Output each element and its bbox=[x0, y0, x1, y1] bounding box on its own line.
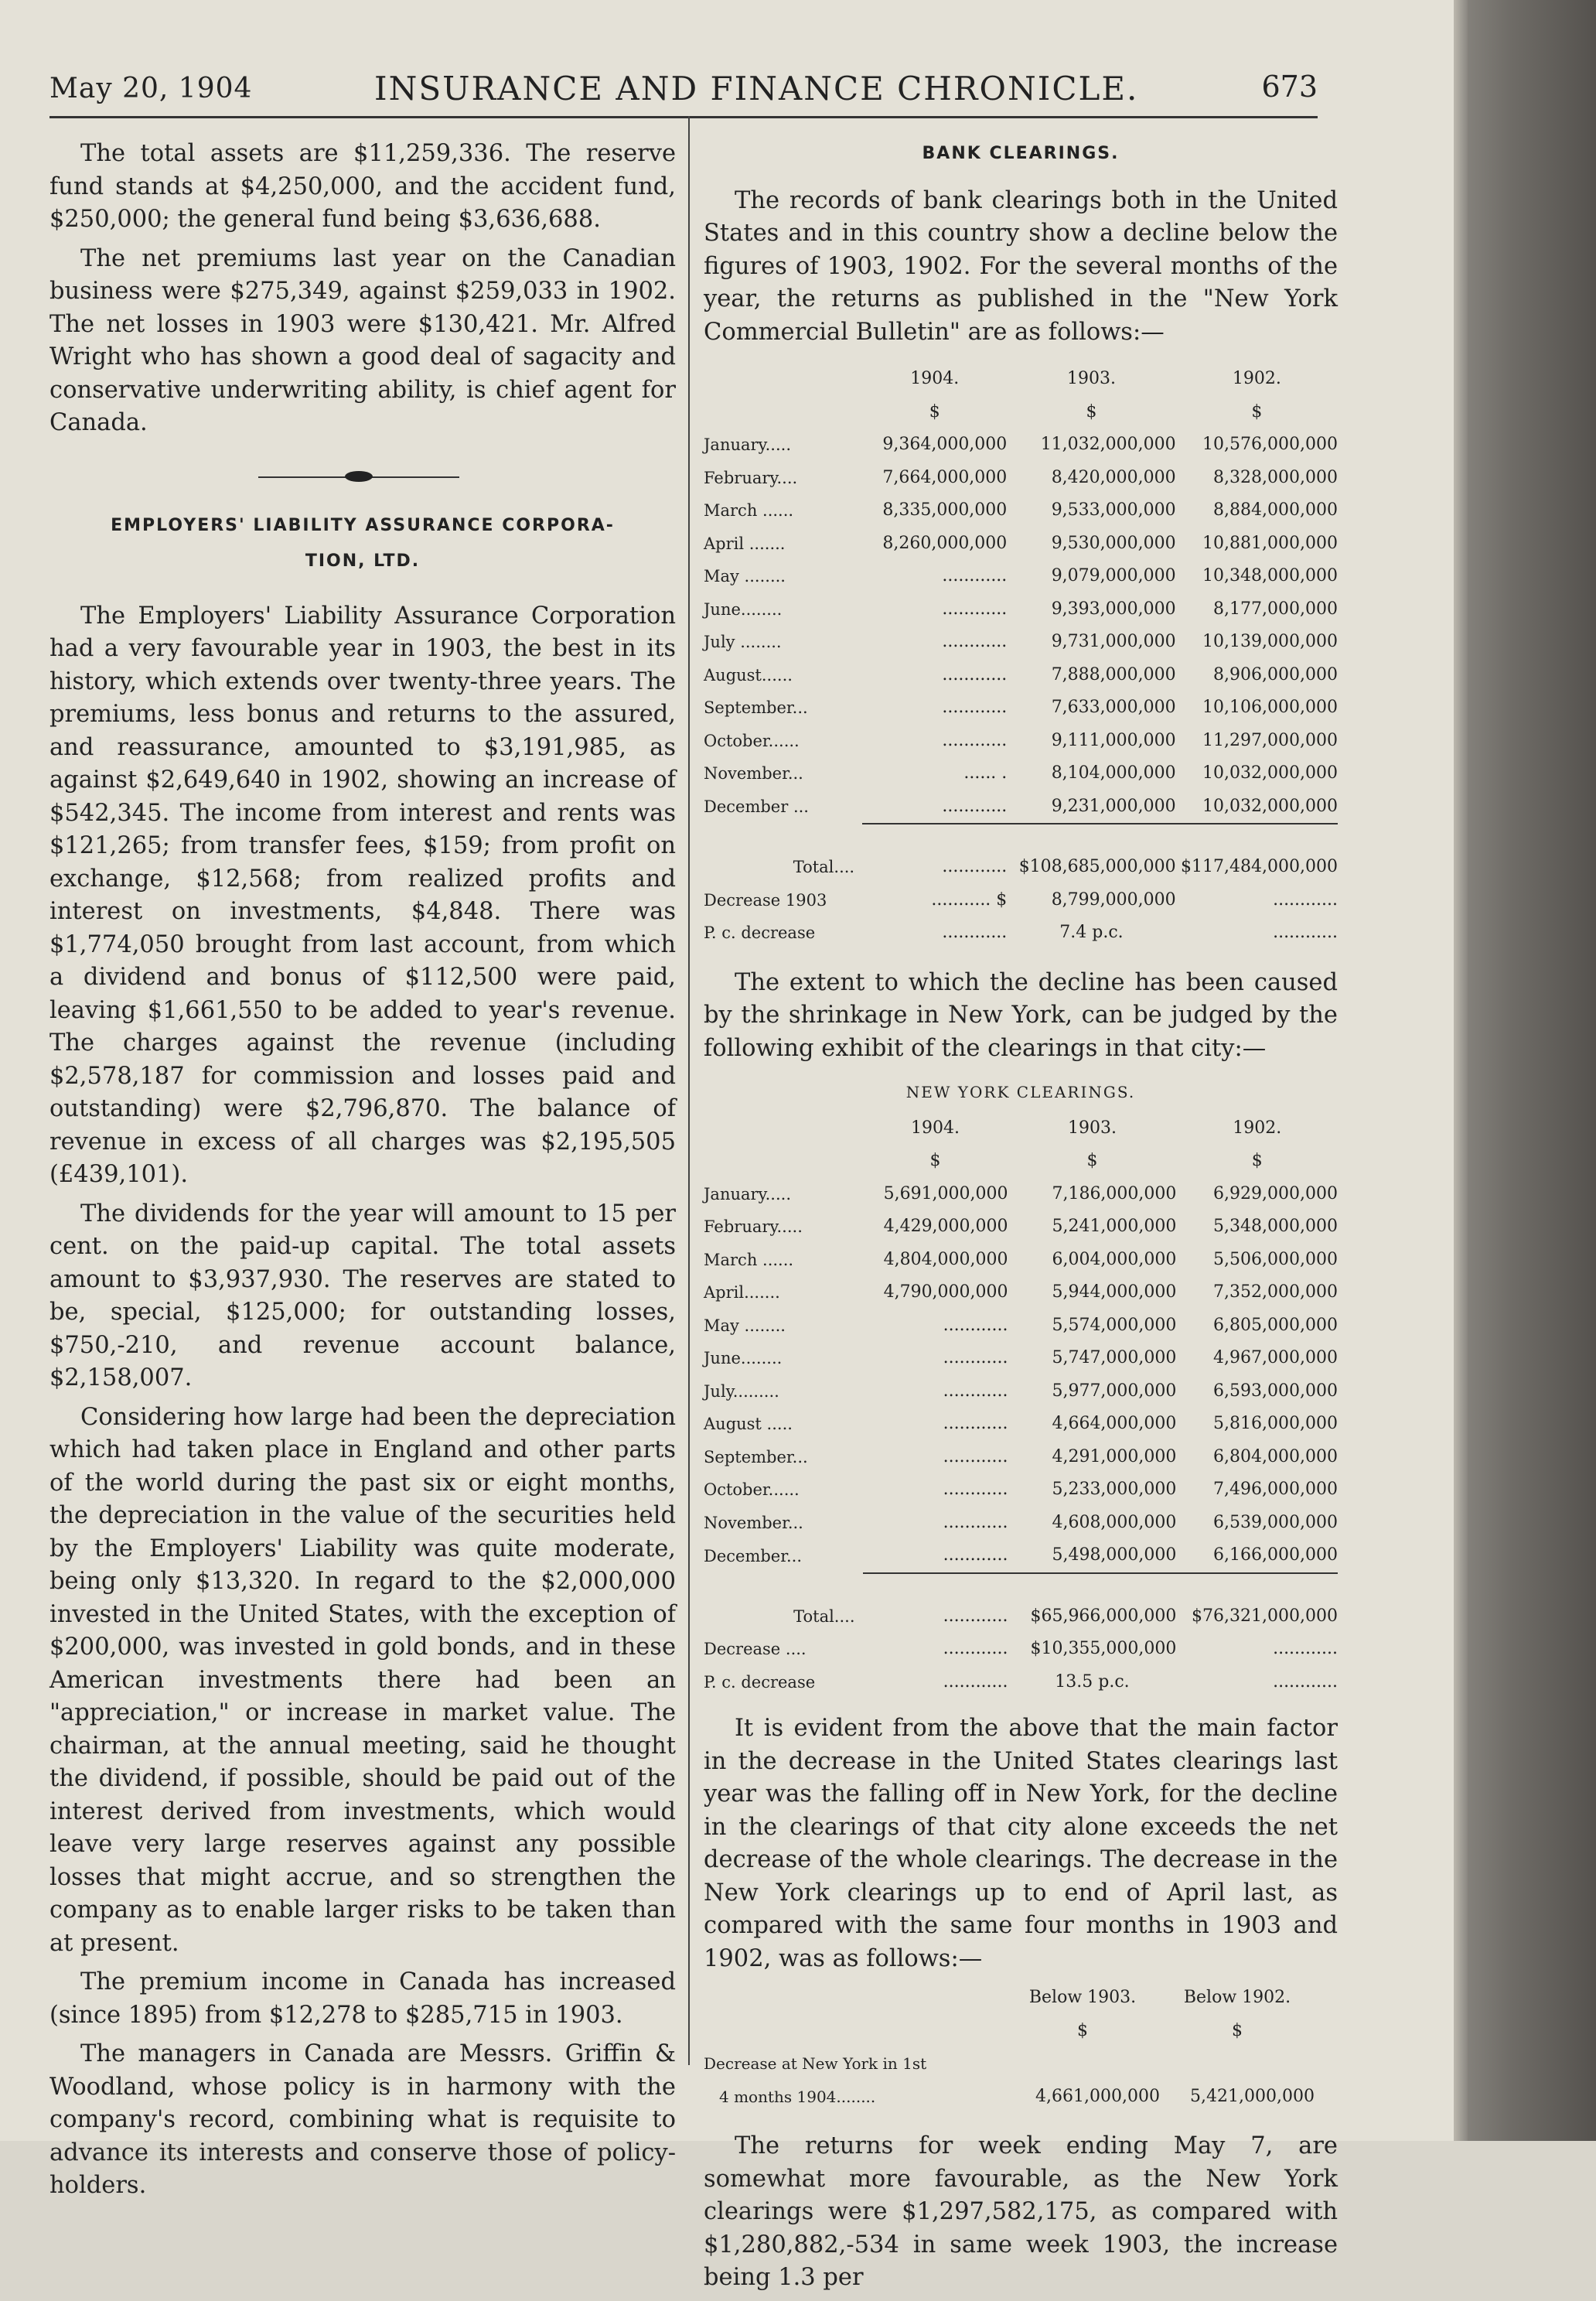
value-cell: 9,731,000,000 bbox=[1051, 632, 1176, 651]
month-label: October...... bbox=[704, 731, 800, 750]
value-cell: 8,104,000,000 bbox=[1051, 763, 1176, 783]
value-cell: ............ bbox=[943, 1545, 1008, 1565]
value-cell: 6,593,000,000 bbox=[1213, 1381, 1338, 1401]
value-cell: 6,805,000,000 bbox=[1213, 1315, 1338, 1335]
paragraph: The premium income in Canada has increased (since 1895) from $12,278 to $285,715 in 1903. bbox=[49, 1968, 676, 2029]
decrease-cell: ........... $ bbox=[931, 889, 1008, 910]
month-label: November... bbox=[704, 764, 803, 783]
paragraph: The total assets are $11,259,336. The reserve fund stands at $4,250,000, and the accident fund, $250,000; the general fund being $3,636,688. bbox=[49, 140, 676, 233]
value-cell: 7,664,000,000 bbox=[882, 467, 1008, 487]
decrease-cell: 8,799,000,000 bbox=[1051, 889, 1176, 910]
year-header: 1902. bbox=[1233, 1118, 1282, 1138]
value-cell: 6,539,000,000 bbox=[1213, 1512, 1338, 1532]
value-cell: 5,691,000,000 bbox=[883, 1183, 1008, 1203]
month-label: November... bbox=[704, 1513, 803, 1532]
paragraph: The records of bank clearings both in the United States and in this country show a decline below the figures of 1903, 1902. For the several months of the year, the returns as published in the "New York Commercial Bulletin" are as follows:— bbox=[704, 186, 1338, 346]
value-cell: 8,335,000,000 bbox=[882, 500, 1008, 520]
ornament-dot bbox=[345, 471, 373, 482]
total-label: Total.... bbox=[793, 1606, 855, 1626]
month-label: August...... bbox=[704, 665, 793, 684]
year-header: 1902. bbox=[1232, 369, 1281, 388]
value-cell: 4,661,000,000 bbox=[1035, 2086, 1160, 2106]
value-cell: ............ bbox=[943, 1512, 1008, 1532]
decrease-cell: ............ bbox=[1273, 889, 1338, 910]
value-cell: 6,004,000,000 bbox=[1052, 1249, 1177, 1269]
value-cell: 10,032,000,000 bbox=[1202, 763, 1338, 783]
value-cell: ............ bbox=[942, 698, 1008, 717]
month-label: December... bbox=[704, 1546, 802, 1565]
table-row bbox=[704, 1210, 1338, 1244]
value-cell: 7,496,000,000 bbox=[1213, 1480, 1338, 1499]
column-header: Below 1902. bbox=[1183, 1988, 1291, 2007]
value-cell: 7,352,000,000 bbox=[1213, 1282, 1338, 1302]
month-label: September... bbox=[704, 698, 808, 717]
unit-label: $ bbox=[929, 401, 940, 422]
table-row bbox=[704, 691, 1338, 725]
table-row bbox=[704, 1178, 1338, 1211]
value-cell: ............ bbox=[943, 1381, 1008, 1401]
pc-cell: 7.4 p.c. bbox=[1059, 923, 1124, 942]
value-cell: 10,348,000,000 bbox=[1202, 566, 1338, 585]
value-cell: 8,906,000,000 bbox=[1213, 664, 1338, 684]
month-label: May ........ bbox=[704, 1316, 786, 1335]
value-cell: 9,530,000,000 bbox=[1051, 533, 1176, 553]
month-label: June........ bbox=[704, 599, 783, 619]
paragraph: The net premiums last year on the Canadian business were $275,349, against $259,033 in 1902. The net losses in 1903 were $130,421. Mr. Alfred Wright who has shown a good deal of sagacity and conservative underwriting ability, is chief agent for Canada. bbox=[49, 244, 676, 436]
value-cell: ............ bbox=[942, 664, 1008, 684]
value-cell: 4,429,000,000 bbox=[883, 1217, 1008, 1236]
decrease-comparison-table bbox=[704, 1982, 1315, 2113]
unit-label: $ bbox=[1086, 1151, 1098, 1170]
value-cell: 7,633,000,000 bbox=[1051, 698, 1176, 717]
value-cell: 10,032,000,000 bbox=[1202, 796, 1338, 816]
section-heading: EMPLOYERS' LIABILITY ASSURANCE CORPORA- bbox=[111, 515, 615, 535]
table-row bbox=[704, 725, 1338, 758]
value-cell: ............ bbox=[942, 632, 1008, 651]
value-cell: 6,929,000,000 bbox=[1213, 1183, 1338, 1203]
value-cell: 9,364,000,000 bbox=[882, 435, 1008, 454]
year-header: 1903. bbox=[1066, 369, 1116, 388]
paragraph: The managers in Canada are Messrs. Griffin & Woodland, whose policy is in harmony with the company's record, combining what is requisite to advance its interests and conserve those of policy-holders. bbox=[49, 2040, 676, 2199]
table-row bbox=[704, 1539, 1338, 1573]
value-cell: 9,393,000,000 bbox=[1051, 599, 1176, 619]
month-label: December ... bbox=[704, 797, 809, 816]
right-column bbox=[704, 131, 1338, 2301]
month-label: July......... bbox=[704, 1381, 779, 1401]
table-row bbox=[704, 462, 1338, 495]
paragraph: The dividends for the year will amount to 15 per cent. on the paid-up capital. The total assets amount to $3,937,930. The reserves are stated to be, special, $125,000; for outstanding losses, $750,-210, and revenue account balance, $2,158,007. bbox=[49, 1200, 676, 1391]
month-label: March ...... bbox=[704, 501, 794, 520]
table-row bbox=[704, 1309, 1338, 1343]
table-row bbox=[704, 494, 1338, 527]
table-row bbox=[704, 1342, 1338, 1375]
value-cell: 9,079,000,000 bbox=[1051, 566, 1176, 585]
table-row bbox=[704, 1276, 1338, 1309]
pc-label: P. c. decrease bbox=[704, 1672, 816, 1692]
decrease-cell: ............ bbox=[1273, 1639, 1338, 1658]
value-cell: ............ bbox=[942, 730, 1008, 750]
left-column bbox=[49, 138, 676, 2209]
unit-label: $ bbox=[1251, 401, 1263, 422]
decrease-cell: $10,355,000,000 bbox=[1030, 1639, 1177, 1658]
value-cell: ............ bbox=[942, 796, 1008, 816]
value-cell: 9,231,000,000 bbox=[1051, 796, 1176, 816]
issue-date: May 20, 1904 bbox=[49, 73, 253, 104]
pc-label: P. c. decrease bbox=[704, 923, 816, 942]
total-cell: $65,966,000,000 bbox=[1030, 1606, 1177, 1626]
table-row bbox=[704, 757, 1338, 790]
column-divider bbox=[688, 116, 690, 2065]
value-cell: 10,576,000,000 bbox=[1202, 435, 1338, 454]
value-cell: 4,608,000,000 bbox=[1052, 1512, 1177, 1532]
value-cell: 4,967,000,000 bbox=[1213, 1348, 1338, 1367]
value-cell: 6,804,000,000 bbox=[1213, 1446, 1338, 1466]
value-cell: 5,241,000,000 bbox=[1052, 1217, 1177, 1236]
total-cell: $117,484,000,000 bbox=[1181, 857, 1338, 876]
table-row bbox=[704, 1375, 1338, 1408]
month-label: June........ bbox=[704, 1349, 783, 1367]
section-heading: BANK CLEARINGS. bbox=[922, 144, 1120, 163]
decrease-label: Decrease .... bbox=[704, 1640, 807, 1658]
section-heading: TION, LTD. bbox=[305, 551, 421, 571]
value-cell: 8,420,000,000 bbox=[1051, 467, 1176, 487]
unit-label: $ bbox=[1251, 1151, 1263, 1170]
decrease-cell: ............ bbox=[943, 1639, 1008, 1658]
total-cell: ............ bbox=[942, 857, 1008, 876]
value-cell: 4,664,000,000 bbox=[1052, 1414, 1177, 1433]
new-york-clearings-table bbox=[704, 1112, 1338, 1699]
table-row bbox=[704, 1473, 1338, 1507]
month-label: February..... bbox=[704, 1217, 803, 1236]
value-cell: ............ bbox=[943, 1348, 1008, 1367]
value-cell: 5,977,000,000 bbox=[1052, 1381, 1177, 1401]
month-label: January..... bbox=[704, 435, 791, 454]
month-label: September... bbox=[704, 1447, 808, 1466]
value-cell: ............ bbox=[942, 566, 1008, 585]
value-cell: ............ bbox=[943, 1315, 1008, 1335]
value-cell: ............ bbox=[943, 1480, 1008, 1499]
table-row bbox=[704, 527, 1338, 561]
section-ornament bbox=[49, 469, 676, 485]
unit-label: $ bbox=[1077, 2020, 1088, 2040]
value-cell: ............ bbox=[942, 599, 1008, 619]
row-label: 4 months 1904........ bbox=[719, 2087, 876, 2106]
pc-cell: ............ bbox=[943, 1671, 1008, 1692]
value-cell: 8,328,000,000 bbox=[1213, 467, 1338, 487]
value-cell: 10,881,000,000 bbox=[1202, 533, 1338, 553]
year-header: 1904. bbox=[911, 1118, 960, 1138]
table-row bbox=[704, 1244, 1338, 1277]
pc-cell: ............ bbox=[1273, 923, 1338, 942]
table-caption: NEW YORK CLEARINGS. bbox=[905, 1083, 1136, 1101]
table-row bbox=[704, 560, 1338, 593]
total-cell: ............ bbox=[943, 1606, 1008, 1626]
value-cell: 8,260,000,000 bbox=[882, 533, 1008, 553]
paragraph: The extent to which the decline has been caused by the shrinkage in New York, can be judged by the following exhibit of the clearings in that city:— bbox=[704, 968, 1338, 1062]
value-cell: 7,186,000,000 bbox=[1052, 1183, 1177, 1203]
unit-label: $ bbox=[1232, 2020, 1243, 2040]
table-row bbox=[704, 428, 1338, 462]
value-cell: 8,884,000,000 bbox=[1213, 500, 1338, 520]
paragraph: The returns for week ending May 7, are somewhat more favourable, as the New York clearings were $1,297,582,175, as compared with $1,280,882,-534 in same week 1903, the increase being 1.3 per bbox=[704, 2132, 1338, 2291]
month-label: October...... bbox=[704, 1480, 800, 1499]
table-row bbox=[704, 790, 1338, 824]
pc-cell: 13.5 p.c. bbox=[1055, 1671, 1130, 1692]
value-cell: 5,348,000,000 bbox=[1213, 1217, 1338, 1236]
value-cell: 5,944,000,000 bbox=[1052, 1282, 1177, 1302]
total-label: Total.... bbox=[793, 858, 855, 876]
journal-title: INSURANCE AND FINANCE CHRONICLE. bbox=[374, 70, 1139, 108]
page-number: 673 bbox=[1261, 70, 1318, 104]
value-cell: 9,533,000,000 bbox=[1051, 500, 1176, 520]
year-header: 1903. bbox=[1067, 1118, 1117, 1138]
value-cell: 5,506,000,000 bbox=[1213, 1249, 1338, 1269]
value-cell: 5,747,000,000 bbox=[1052, 1348, 1177, 1367]
year-header: 1904. bbox=[910, 369, 960, 388]
column-header: Below 1903. bbox=[1028, 1988, 1137, 2007]
table-row bbox=[704, 1408, 1338, 1441]
value-cell: 9,111,000,000 bbox=[1051, 730, 1176, 750]
total-cell: $76,321,000,000 bbox=[1192, 1606, 1338, 1626]
pc-cell: ............ bbox=[1273, 1671, 1338, 1692]
total-cell: $108,685,000,000 bbox=[1018, 857, 1176, 876]
value-cell: 4,804,000,000 bbox=[883, 1249, 1008, 1269]
pc-cell: ............ bbox=[942, 923, 1008, 942]
month-label: August ..... bbox=[704, 1415, 793, 1433]
unit-label: $ bbox=[929, 1151, 941, 1170]
book-edge bbox=[1454, 0, 1596, 2141]
month-label: April ....... bbox=[704, 534, 786, 553]
month-label: July ........ bbox=[704, 633, 782, 651]
value-cell: 5,233,000,000 bbox=[1052, 1480, 1177, 1499]
table-row bbox=[704, 593, 1338, 626]
running-head bbox=[49, 63, 1318, 110]
table-row bbox=[704, 659, 1338, 692]
value-cell: 5,498,000,000 bbox=[1052, 1545, 1177, 1565]
month-label: March ...... bbox=[704, 1250, 794, 1269]
paragraph: It is evident from the above that the main factor in the decrease in the United States clearings last year was the falling off in New York, for the decline in the clearings of that city alone exceeds the net decrease of the whole clearings. The decrease in the New York clearings up to end of April last, as compared with the same four months in 1903 and 1902, was as follows:— bbox=[704, 1715, 1338, 1972]
unit-label: $ bbox=[1086, 401, 1097, 422]
decrease-label: Decrease 1903 bbox=[704, 890, 827, 910]
month-label: May ........ bbox=[704, 567, 786, 585]
month-label: January..... bbox=[704, 1184, 791, 1203]
value-cell: 7,888,000,000 bbox=[1051, 664, 1176, 684]
value-cell: 4,291,000,000 bbox=[1052, 1446, 1177, 1466]
value-cell: 5,421,000,000 bbox=[1190, 2086, 1315, 2106]
header-rule bbox=[49, 116, 1318, 118]
paragraph: Considering how large had been the depreciation which had taken place in England and other parts of the world during the past six or eight months, the depreciation in the value of the securities held by the Employers' Liability was quite moderate, being only $13,320. In regard to the $2,000,000 invested in the United States, with the exception of $200,000, was invested in gold bonds, and in these American investments there had been an "appreciation," or increase in market value. The chairman, at the annual meeting, said he thought the dividend, if possible, should be paid out of the interest derived from investments, which would leave very large reserves against any possible losses that might accrue, and so strengthen the company as to enable larger risks to be taken than at present. bbox=[49, 1403, 676, 1957]
value-cell: ............ bbox=[943, 1414, 1008, 1433]
month-label: April....... bbox=[704, 1283, 780, 1302]
value-cell: 8,177,000,000 bbox=[1213, 599, 1338, 619]
value-cell: 5,816,000,000 bbox=[1213, 1414, 1338, 1433]
value-cell: 11,297,000,000 bbox=[1202, 730, 1338, 750]
row-label: Decrease at New York in 1st bbox=[704, 2054, 927, 2073]
paragraph: The Employers' Liability Assurance Corporation had a very favourable year in 1903, the best in its history, which extends over twenty-three years. The premiums, less bonus and returns to the assured, and reassurance, amounted to $3,191,985, as against $2,649,640 in 1902, showing an increase of $542,345. The income from interest and rents was $121,265; from transfer fees, $159; from profit on exchange, $12,568; from realized profits and interest on investments, $4,848. There was $1,774,050 brought from last account, from which a dividend and bonus of $112,500 were paid, leaving $1,661,550 to be added to year's revenue. The charges against the revenue (including $2,578,187 for commission and losses paid and outstanding) were $2,796,870. The balance of revenue in excess of all charges was $2,195,505 (£439,101). bbox=[49, 602, 676, 1188]
value-cell: 4,790,000,000 bbox=[883, 1282, 1008, 1302]
value-cell: ............ bbox=[943, 1446, 1008, 1466]
value-cell: ...... . bbox=[963, 763, 1008, 783]
table-row bbox=[704, 626, 1338, 659]
bank-clearings-table bbox=[704, 363, 1338, 950]
value-cell: 6,166,000,000 bbox=[1213, 1545, 1338, 1565]
table-row bbox=[704, 1507, 1338, 1540]
table-row bbox=[704, 1441, 1338, 1474]
month-label: February.... bbox=[704, 468, 798, 487]
value-cell: 10,106,000,000 bbox=[1202, 698, 1338, 717]
value-cell: 10,139,000,000 bbox=[1202, 632, 1338, 651]
value-cell: 11,032,000,000 bbox=[1040, 435, 1176, 454]
value-cell: 5,574,000,000 bbox=[1052, 1315, 1177, 1335]
